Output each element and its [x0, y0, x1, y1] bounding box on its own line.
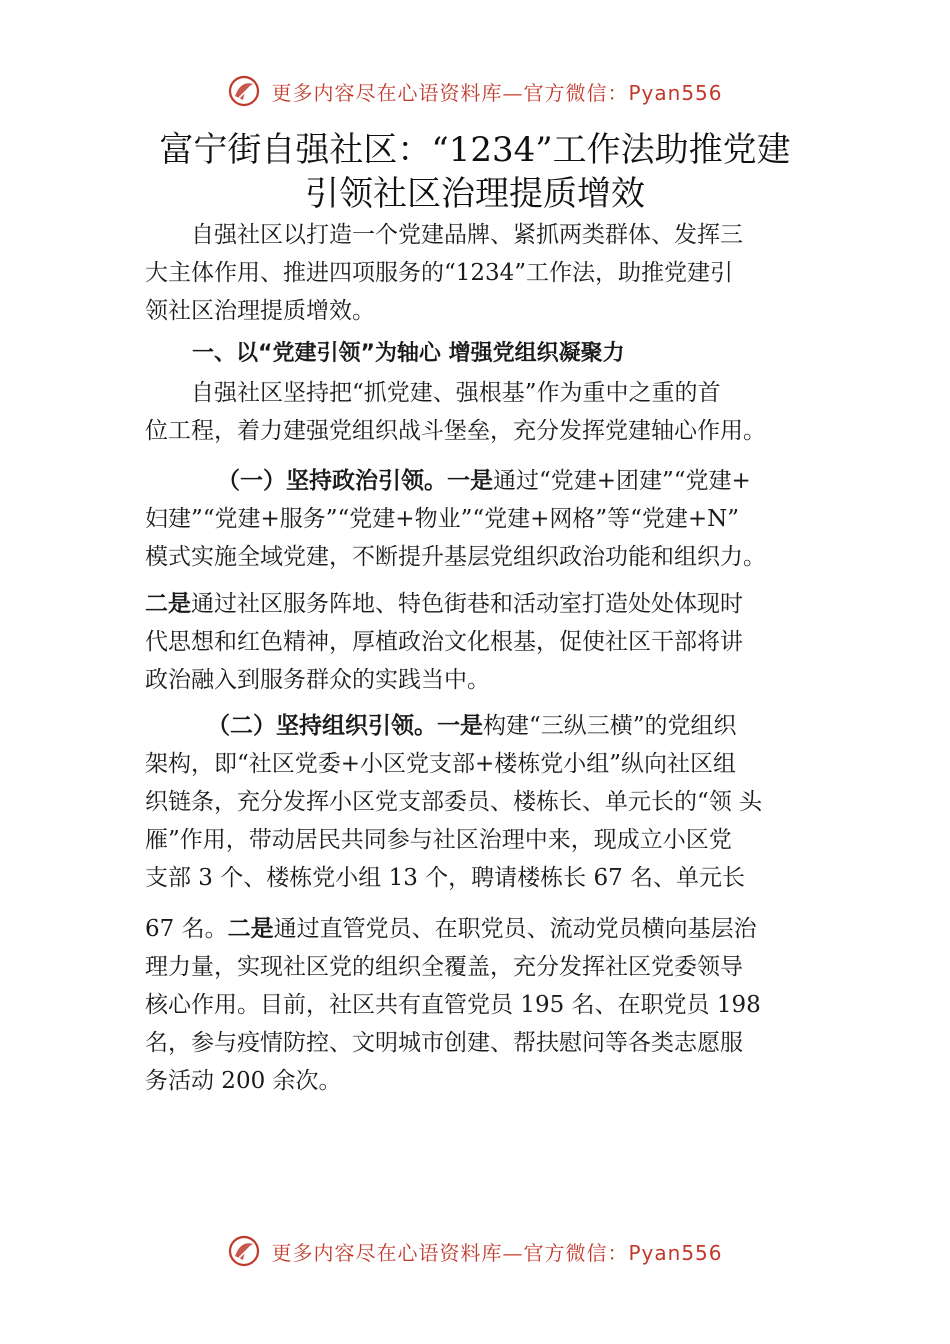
- logo-icon: [227, 1234, 261, 1268]
- subsection-political-leadership: （一）坚持政治引领。一是通过“党建+团建”“党建+ 妇建”“党建+服务”“党建+物业”“党建+网格”等“党建+N” 模式实施全域党建，不断提升基层党组织政治功能和组织力。: [145, 468, 766, 570]
- watermark-header: [0, 74, 950, 108]
- document-title-line-2: 引领社区治理提质增效: [305, 174, 645, 214]
- subsection-organizational-leadership: （二）坚持组织引领。一是构建“三纵三横”的党组织 架构，即“社区党委+小区党支部+楼栋党小组”纵向社区组 织链条，充分发挥小区党支部委员、楼栋长、单元长的“领 头 雁”作用，带动居民共同参与社区治理中来，现成立小区党 支部 3 个、楼栋党小组 13 个，聘请楼栋长 67 名、单元长: [145, 713, 763, 891]
- watermark-wechat-id: Pyan556: [628, 80, 723, 105]
- document-title-line-1: 富宁街自强社区：“1234”工作法助推党建: [159, 130, 791, 170]
- subsection-political-leadership-cont: 二是通过社区服务阵地、特色街巷和活动室打造处处体现时 代思想和红色精神，厚植政治文化根基，促使社区干部将讲 政治融入到服务群众的实践当中。: [145, 591, 743, 693]
- subsection-organizational-leadership-cont: 67 名。二是通过直管党员、在职党员、流动党员横向基层治 理力量，实现社区党的组织全覆盖，充分发挥社区党委领导 核心作用。目前，社区共有直管党员 195 名、在职党员 198 名，参与疫情防控、文明城市创建、帮扶慰问等各类志愿服 务活动 200 余次。: [145, 916, 761, 1094]
- watermark-footer: [0, 1234, 950, 1268]
- subsection-label: （二）坚持组织引领。: [207, 713, 437, 739]
- watermark-wechat-id: Pyan556: [628, 1240, 723, 1265]
- section-1-paragraph: 自强社区坚持把“抓党建、强根基”作为重中之重的首 位工程，着力建强党组织战斗堡垒，充分发挥党建轴心作用。: [145, 380, 766, 444]
- watermark-text: 更多内容尽在心语资料库—官方微信：Pyan556: [271, 1240, 723, 1265]
- watermark-text: 更多内容尽在心语资料库—官方微信：Pyan556: [271, 80, 723, 105]
- subsection-label: （一）坚持政治引领。: [217, 468, 447, 494]
- section-heading-1: 一、以“党建引领”为轴心 增强党组织凝聚力: [192, 341, 625, 366]
- intro-paragraph: 自强社区以打造一个党建品牌、紧抓两类群体、发挥三 大主体作用、推进四项服务的“1234”工作法，助推党建引 领社区治理提质增效。: [145, 222, 743, 324]
- logo-icon: [227, 74, 261, 108]
